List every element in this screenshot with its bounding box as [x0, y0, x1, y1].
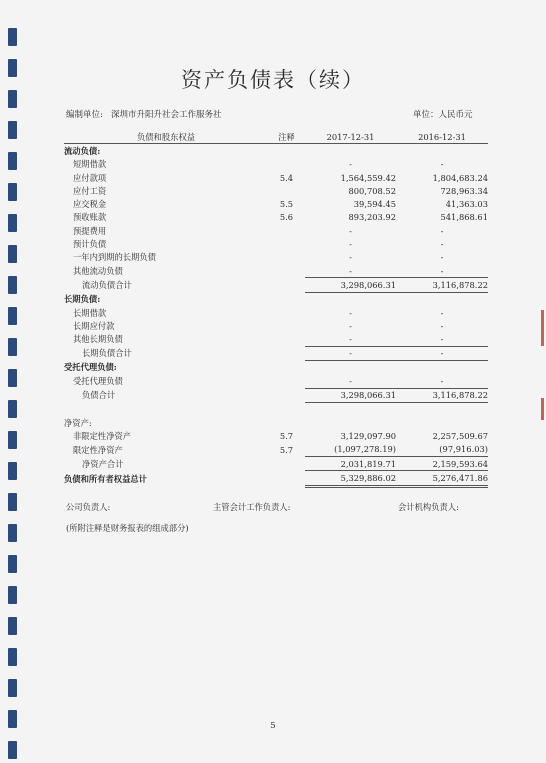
binder-ring	[8, 183, 17, 201]
value-2016: -	[440, 159, 444, 170]
row-note	[268, 264, 305, 278]
value-2017: 2,031,819.71	[305, 457, 396, 471]
header-item: 负债和股东权益	[64, 130, 268, 144]
value-2017	[305, 144, 396, 158]
table-row	[64, 332, 488, 346]
row-label: 净资产合计	[82, 458, 124, 469]
row-note	[268, 471, 305, 486]
accounting-dept-head-signature: 会计机构负责人:	[398, 502, 459, 512]
row-note: 5.7	[279, 444, 294, 455]
page-title: 资产负债表（续）	[181, 68, 365, 92]
binder-ring	[8, 307, 17, 325]
row-note: 5.7	[279, 431, 294, 442]
value-2016: -	[396, 346, 488, 360]
row-label: 其他流动负债	[73, 265, 123, 276]
row-note	[268, 361, 305, 375]
value-2017: -	[349, 334, 352, 345]
value-2017: -	[349, 265, 352, 276]
table-row	[64, 346, 488, 360]
value-2017: 3,298,066.31	[305, 388, 396, 402]
binder-ring	[8, 400, 17, 418]
row-label: 预计负债	[73, 239, 107, 250]
row-label: 非限定性净资产	[73, 431, 132, 442]
value-2017	[305, 402, 396, 416]
value-2016: 1,804,683.24	[432, 172, 488, 183]
row-note	[268, 251, 305, 264]
value-2016: 541,868.61	[440, 212, 488, 223]
row-label: 流动负债合计	[82, 279, 132, 290]
spiral-binding	[0, 0, 22, 763]
row-label: 长期负债:	[64, 293, 101, 304]
binder-ring	[8, 369, 17, 387]
row-note: 5.5	[279, 199, 294, 210]
row-label: 应付款项	[73, 172, 107, 183]
header-2016: 2016-12-31	[396, 130, 488, 144]
table-row	[64, 402, 488, 416]
table-row	[64, 278, 488, 292]
binder-ring	[8, 276, 17, 294]
row-label: 预提费用	[73, 225, 107, 236]
binder-ring	[8, 28, 17, 46]
row-note	[268, 416, 305, 429]
value-2016: -	[440, 320, 444, 331]
row-note	[268, 306, 305, 319]
table-row	[64, 184, 488, 197]
row-label: 限定性净资产	[73, 444, 123, 455]
row-note	[268, 158, 305, 171]
table-row	[64, 471, 488, 486]
value-2017: 39,594.45	[353, 199, 396, 210]
row-label: 负债和所有者权益总计	[64, 473, 147, 484]
row-note	[268, 184, 305, 197]
row-note: 5.6	[279, 212, 294, 223]
binder-ring	[8, 586, 17, 604]
value-2017: -	[349, 375, 352, 386]
binder-ring	[8, 462, 17, 480]
table-row	[64, 416, 488, 429]
binder-ring	[8, 493, 17, 511]
row-note	[268, 402, 305, 416]
value-2017: 893,203.92	[348, 212, 396, 223]
table-row	[64, 430, 488, 443]
value-2016: 2,159,593.64	[396, 457, 488, 471]
row-note	[268, 457, 305, 471]
table-row	[64, 197, 488, 210]
value-2017	[305, 292, 396, 306]
value-2016: -	[440, 265, 444, 276]
row-label: 净资产:	[64, 417, 92, 428]
value-2016: (97,916.03)	[439, 444, 488, 455]
table-row	[64, 158, 488, 171]
company-head-signature: 公司负责人:	[66, 502, 111, 512]
value-2016: 2,257,509.67	[432, 431, 488, 442]
value-2017: 5,329,886.02	[305, 471, 396, 486]
row-label: 负债合计	[82, 390, 116, 401]
value-2017: -	[349, 307, 352, 318]
row-label: 长期借款	[73, 307, 107, 318]
value-2017	[305, 361, 396, 375]
value-2016: -	[440, 307, 444, 318]
binder-ring	[8, 214, 17, 232]
row-note	[268, 237, 305, 250]
edge-stamp-mark	[541, 310, 544, 346]
value-2017: -	[349, 320, 352, 331]
value-2017: 1,564,559.42	[340, 172, 396, 183]
row-label: 应付工资	[73, 185, 107, 196]
table-row	[64, 457, 488, 471]
table-row	[64, 361, 488, 375]
balance-sheet-table	[64, 130, 488, 488]
row-label: 长期负债合计	[82, 348, 132, 359]
row-note	[268, 346, 305, 360]
row-label: 受托代理负债	[73, 376, 123, 387]
value-2016: -	[440, 334, 444, 345]
value-2017: -	[349, 225, 352, 236]
value-2016	[396, 144, 488, 158]
value-2017: (1,097,278.19)	[334, 444, 396, 455]
row-note	[268, 374, 305, 388]
value-2017: -	[305, 346, 396, 360]
table-row	[64, 144, 488, 158]
edge-stamp-mark	[541, 398, 544, 420]
binder-ring	[8, 152, 17, 170]
value-2016: -	[440, 375, 444, 386]
table-row	[64, 319, 488, 332]
binder-ring	[8, 617, 17, 635]
value-2017: -	[349, 159, 352, 170]
value-2016	[396, 292, 488, 306]
row-note	[268, 292, 305, 306]
footnote: (所附注释是财务报表的组成部分)	[66, 523, 189, 533]
binder-ring	[8, 121, 17, 139]
binder-ring	[8, 741, 17, 759]
row-label: 短期借款	[73, 159, 107, 170]
table-row	[64, 306, 488, 319]
value-2017: 3,298,066.31	[305, 278, 396, 292]
value-2017: -	[349, 252, 352, 263]
reporting-entity-name: 深圳市升阳升社会工作服务社	[110, 110, 222, 120]
table-row	[64, 171, 488, 184]
value-2016	[396, 416, 488, 429]
binder-ring	[8, 648, 17, 666]
value-2016: -	[440, 239, 444, 250]
binder-ring	[8, 555, 17, 573]
accounting-head-signature: 主管会计工作负责人:	[213, 502, 291, 512]
row-label: 受托代理负债:	[64, 362, 117, 373]
row-note	[268, 319, 305, 332]
row-note	[268, 278, 305, 292]
table-header-row	[64, 130, 488, 144]
value-2016: 3,116,878.22	[396, 278, 488, 292]
table-body	[64, 144, 488, 486]
row-label: 长期应付款	[73, 320, 115, 331]
header-2017: 2017-12-31	[305, 130, 396, 144]
table-row	[64, 292, 488, 306]
value-2017: 3,129,097.90	[340, 431, 396, 442]
binder-ring	[8, 338, 17, 356]
value-2016: 3,116,878.22	[396, 388, 488, 402]
table-row	[64, 443, 488, 457]
binder-ring	[8, 679, 17, 697]
table-row	[64, 224, 488, 237]
currency-unit: 单位：人民币元	[413, 110, 473, 120]
value-2016: 728,963.34	[440, 185, 488, 196]
row-label: 预收账款	[73, 212, 107, 223]
table-row	[64, 237, 488, 250]
row-note	[268, 224, 305, 237]
value-2016: -	[440, 252, 444, 263]
value-2016: 41,363.03	[445, 199, 488, 210]
reporting-entity	[66, 108, 222, 120]
value-2016	[396, 402, 488, 416]
table-row	[64, 374, 488, 388]
table-row	[64, 264, 488, 278]
table-row	[64, 211, 488, 224]
reporting-entity-label: 编制单位:	[66, 110, 103, 120]
binder-ring	[8, 245, 17, 263]
value-2016: -	[440, 225, 444, 236]
value-2017: 800,708.52	[348, 185, 396, 196]
value-2017: -	[349, 239, 352, 250]
row-label: 一年内到期的长期负债	[73, 252, 156, 263]
binder-ring	[8, 524, 17, 542]
value-2016: 5,276,471.86	[396, 471, 488, 486]
binder-ring	[8, 431, 17, 449]
row-label	[64, 402, 268, 416]
header-note: 注释	[268, 130, 305, 144]
row-label: 其他长期负债	[73, 334, 123, 345]
table-row	[64, 251, 488, 264]
page-number: 5	[270, 721, 276, 731]
value-2017	[305, 416, 396, 429]
row-note	[268, 388, 305, 402]
row-label: 流动负债:	[64, 145, 101, 156]
row-note	[268, 144, 305, 158]
table-row	[64, 388, 488, 402]
value-2016	[396, 361, 488, 375]
row-note	[268, 332, 305, 346]
row-label: 应交税金	[73, 199, 107, 210]
row-note: 5.4	[279, 172, 294, 183]
